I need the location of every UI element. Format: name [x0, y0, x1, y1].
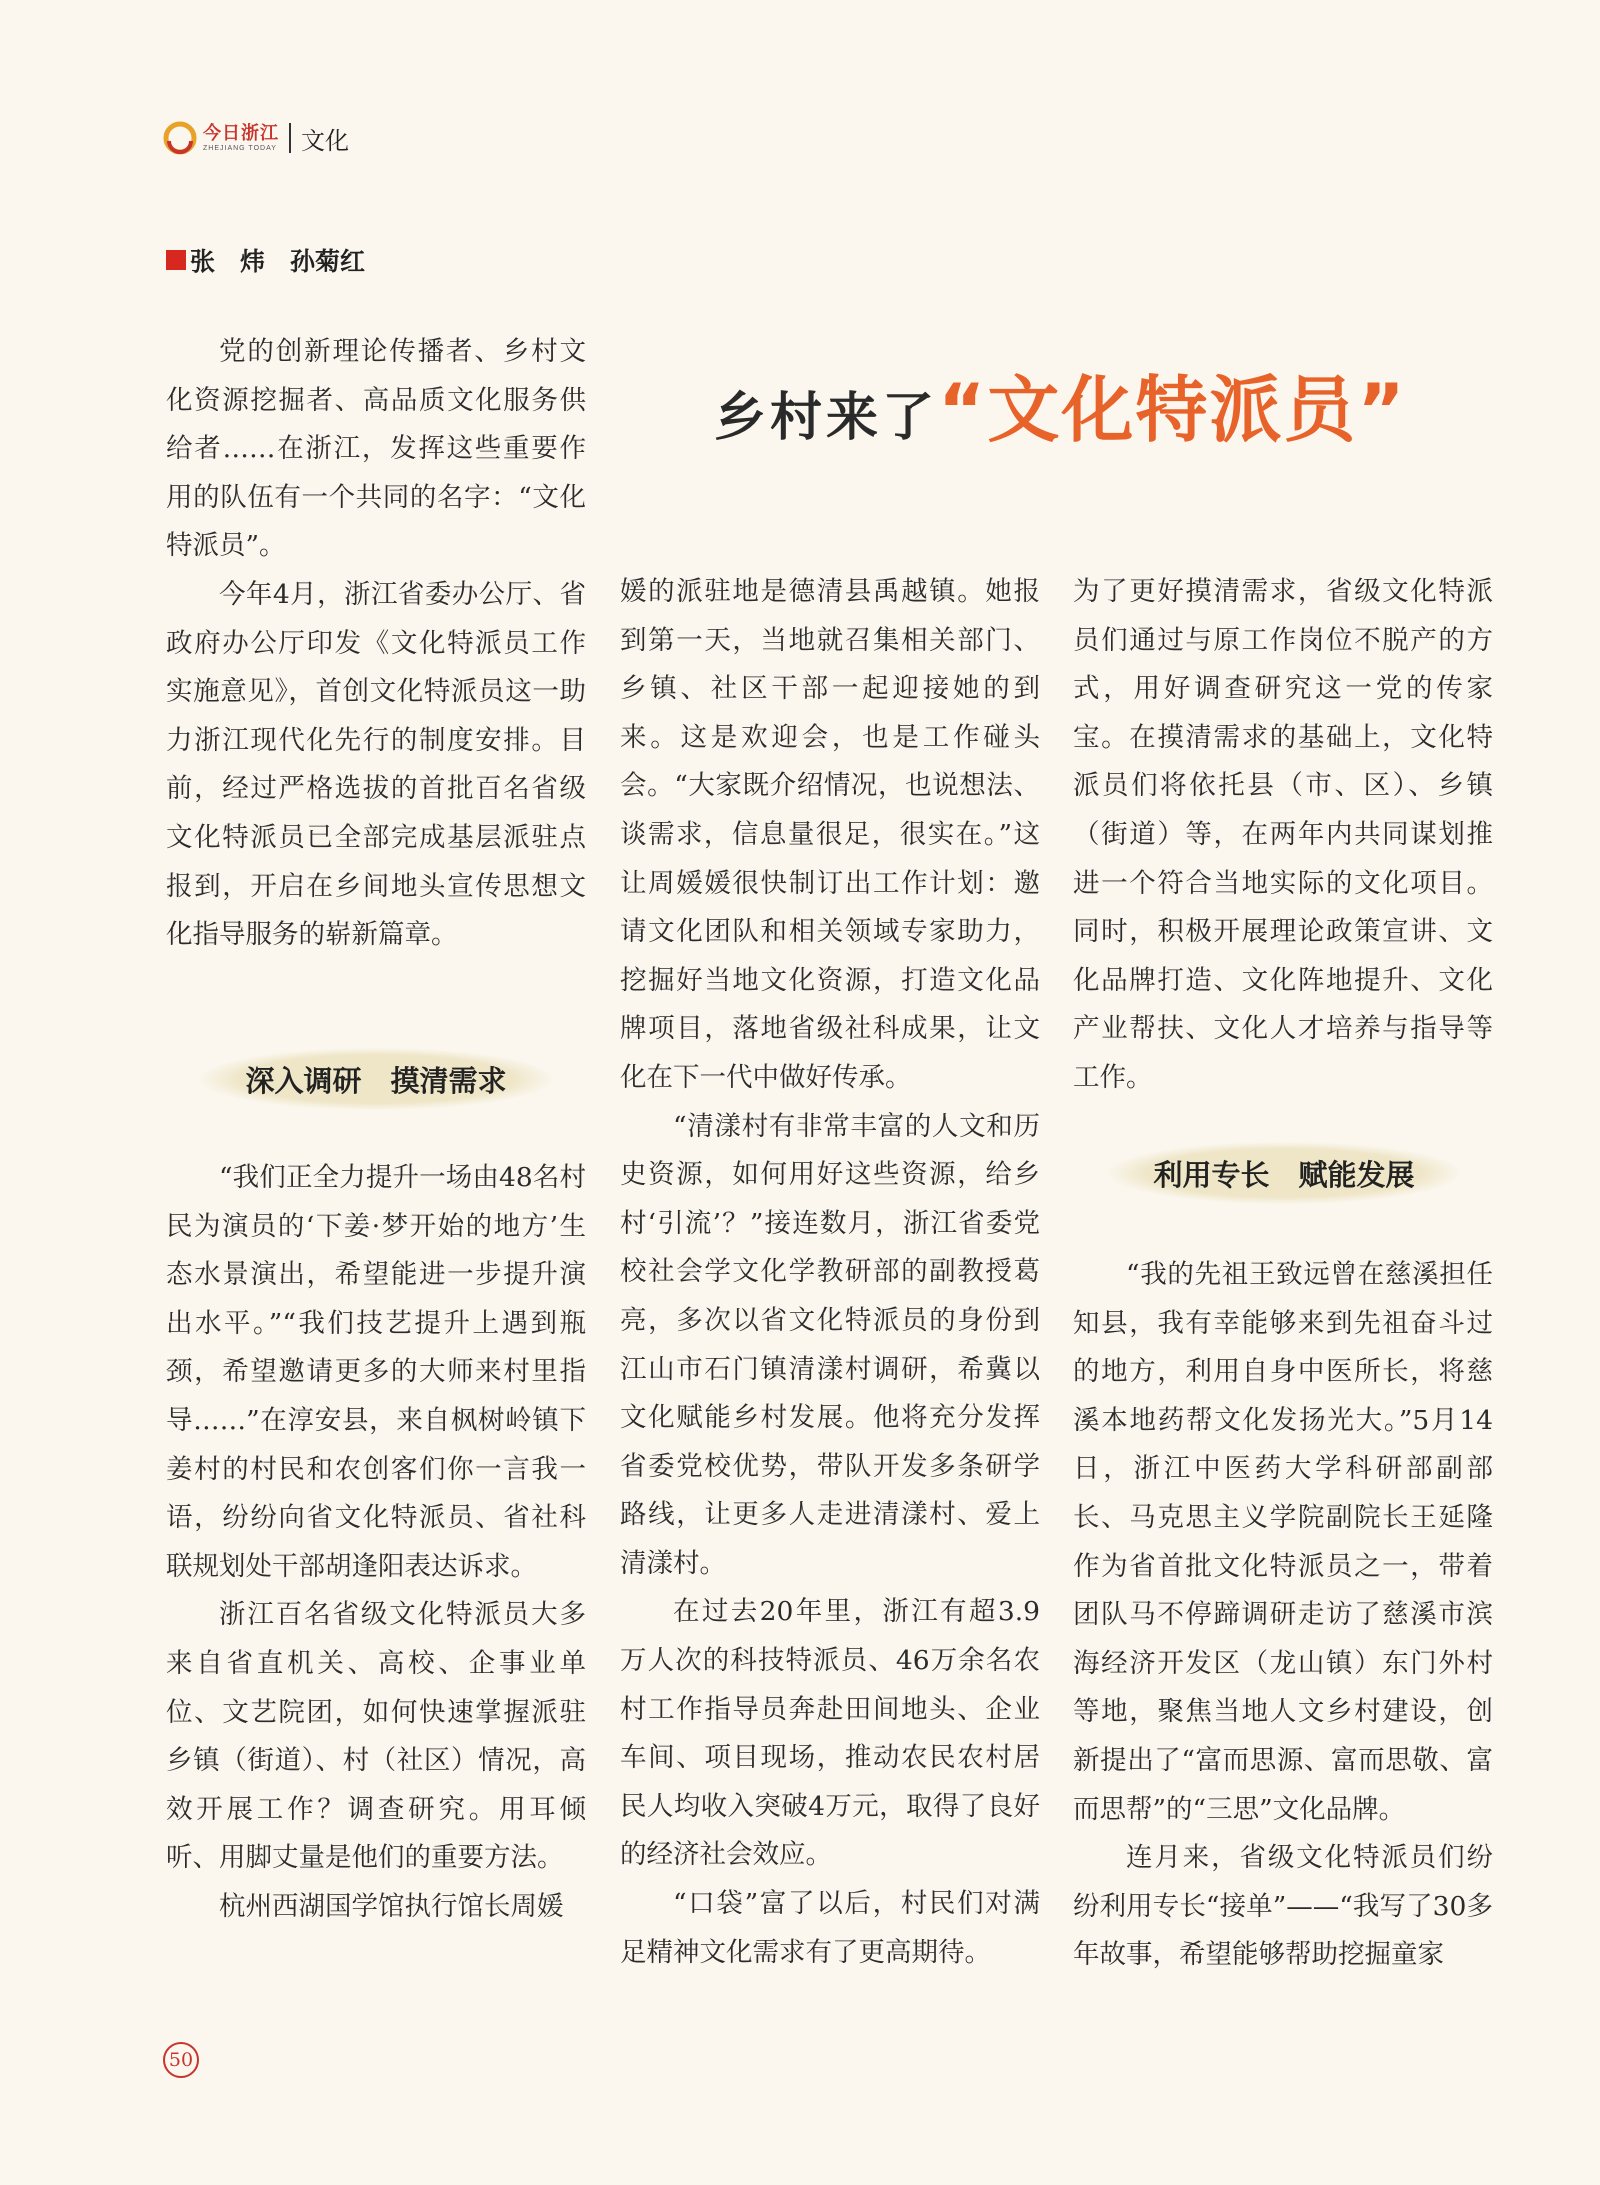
paragraph: 杭州西湖国学馆执行馆长周媛	[219, 1890, 564, 1922]
column-3-top	[1073, 568, 1493, 1103]
column-1-top	[166, 328, 586, 960]
title-prefix: 乡村来了	[714, 387, 939, 448]
paragraph: “清漾村有非常丰富的人文和历史资源，如何用好这些资源，给乡村‘引流’？”接连数月，浙江省委党校社会学文化学教研部的副教授葛亮，多次以省文化特派员的身份到江山市石门镇清漾村调研，希冀以文化赋能乡村发展。他将充分发挥省委党校优势，带队开发多条研学路线，让更多人走进清漾村、爱上清漾村。	[620, 1110, 1040, 1579]
paragraph: “我的先祖王致远曾在慈溪担任知县，我有幸能够来到先祖奋斗过的地方，利用自身中医所长，将慈溪本地药帮文化发扬光大。”5月14日，浙江中医药大学科研部副部长、马克思主义学院副院长王延隆作为省首批文化特派员之一，带着团队马不停蹄调研走访了慈溪市滨海经济开发区（龙山镇）东门外村等地，聚焦当地人文乡村建设，创新提出了“富而思源、富而思敬、富而思帮”的“三思”文化品牌。	[1073, 1259, 1493, 1825]
logo-english: ZHEJIANG TODAY	[203, 144, 277, 152]
byline-authors: 张 炜 孙菊红	[190, 247, 366, 276]
logo-swirl-icon	[163, 121, 197, 155]
magazine-header	[163, 118, 349, 158]
byline	[166, 242, 365, 278]
column-2	[620, 568, 1040, 1977]
paragraph: “口袋”富了以后，村民们对满足精神文化需求有了更高期待。	[620, 1888, 1040, 1968]
byline-marker-icon	[166, 250, 186, 270]
section-name: 文化	[301, 126, 349, 155]
paragraph: 为了更好摸清需求，省级文化特派员们通过与原工作岗位不脱产的方式，用好调查研究这一党的传家宝。在摸清需求的基础上，文化特派员们将依托县（市、区）、乡镇（街道）等，在两年内共同谋划推进一个符合当地实际的文化项目。同时，积极开展理论政策宣讲、文化品牌打造、文化阵地提升、文化产业帮扶、文化人才培养与指导等工作。	[1073, 576, 1493, 1093]
paragraph: “我们正全力提升一场由48名村民为演员的‘下姜·梦开始的地方’生态水景演出，希望能进一步提升演出水平。”“我们技艺提升上遇到瓶颈，希望邀请更多的大师来村里指导……”在淳安县，来自枫树岭镇下姜村的村民和农创客们你一言我一语，纷纷向省文化特派员、省社科联规划处干部胡逢阳表达诉求。	[166, 1162, 586, 1582]
paragraph: 今年4月，浙江省委办公厅、省政府办公厅印发《文化特派员工作实施意见》，首创文化特派员这一助力浙江现代化先行的制度安排。目前，经过严格选拔的首批百名省级文化特派员已全部完成基层派驻点报到，开启在乡间地头宣传思想文化指导服务的崭新篇章。	[166, 578, 586, 951]
paragraph: 党的创新理论传播者、乡村文化资源挖掘者、高品质文化服务供给者……在浙江，发挥这些重要作用的队伍有一个共同的名字：“文化特派员”。	[166, 336, 586, 562]
subhead-expertise: 利用专长 赋能发展	[1108, 1142, 1460, 1204]
article-title	[714, 352, 1407, 456]
logo-chinese: 今日浙江	[203, 122, 279, 144]
paragraph: 浙江百名省级文化特派员大多来自省直机关、高校、企事业单位、文艺院团，如何快速掌握派驻乡镇（街道）、村（社区）情况，高效开展工作？调查研究。用耳倾听、用脚丈量是他们的重要方法。	[166, 1599, 586, 1874]
column-3-bottom	[1073, 1251, 1493, 1980]
title-highlight: “文化特派员”	[938, 368, 1407, 452]
subhead-research: 深入调研 摸清需求	[200, 1048, 552, 1110]
paragraph: 媛的派驻地是德清县禹越镇。她报到第一天，当地就召集相关部门、乡镇、社区干部一起迎接她的到来。这是欢迎会，也是工作碰头会。“大家既介绍情况，也说想法、谈需求，信息量很足，很实在。”这让周媛媛很快制订出工作计划：邀请文化团队和相关领域专家助力，挖掘好当地文化资源，打造文化品牌项目，落地省级社科成果，让文化在下一代中做好传承。	[620, 576, 1040, 1093]
page-number: 50	[163, 2042, 199, 2078]
header-divider	[289, 123, 291, 153]
paragraph: 连月来，省级文化特派员们纷纷利用专长“接单”——“我写了30多年故事，希望能够帮助挖掘童家	[1073, 1842, 1493, 1971]
logo	[203, 124, 279, 153]
paragraph: 在过去20年里，浙江有超3.9万人次的科技特派员、46万余名农村工作指导员奔赴田间地头、企业车间、项目现场，推动农民农村居民人均收入突破4万元，取得了良好的经济社会效应。	[620, 1596, 1040, 1871]
column-1-bottom	[166, 1154, 586, 1932]
